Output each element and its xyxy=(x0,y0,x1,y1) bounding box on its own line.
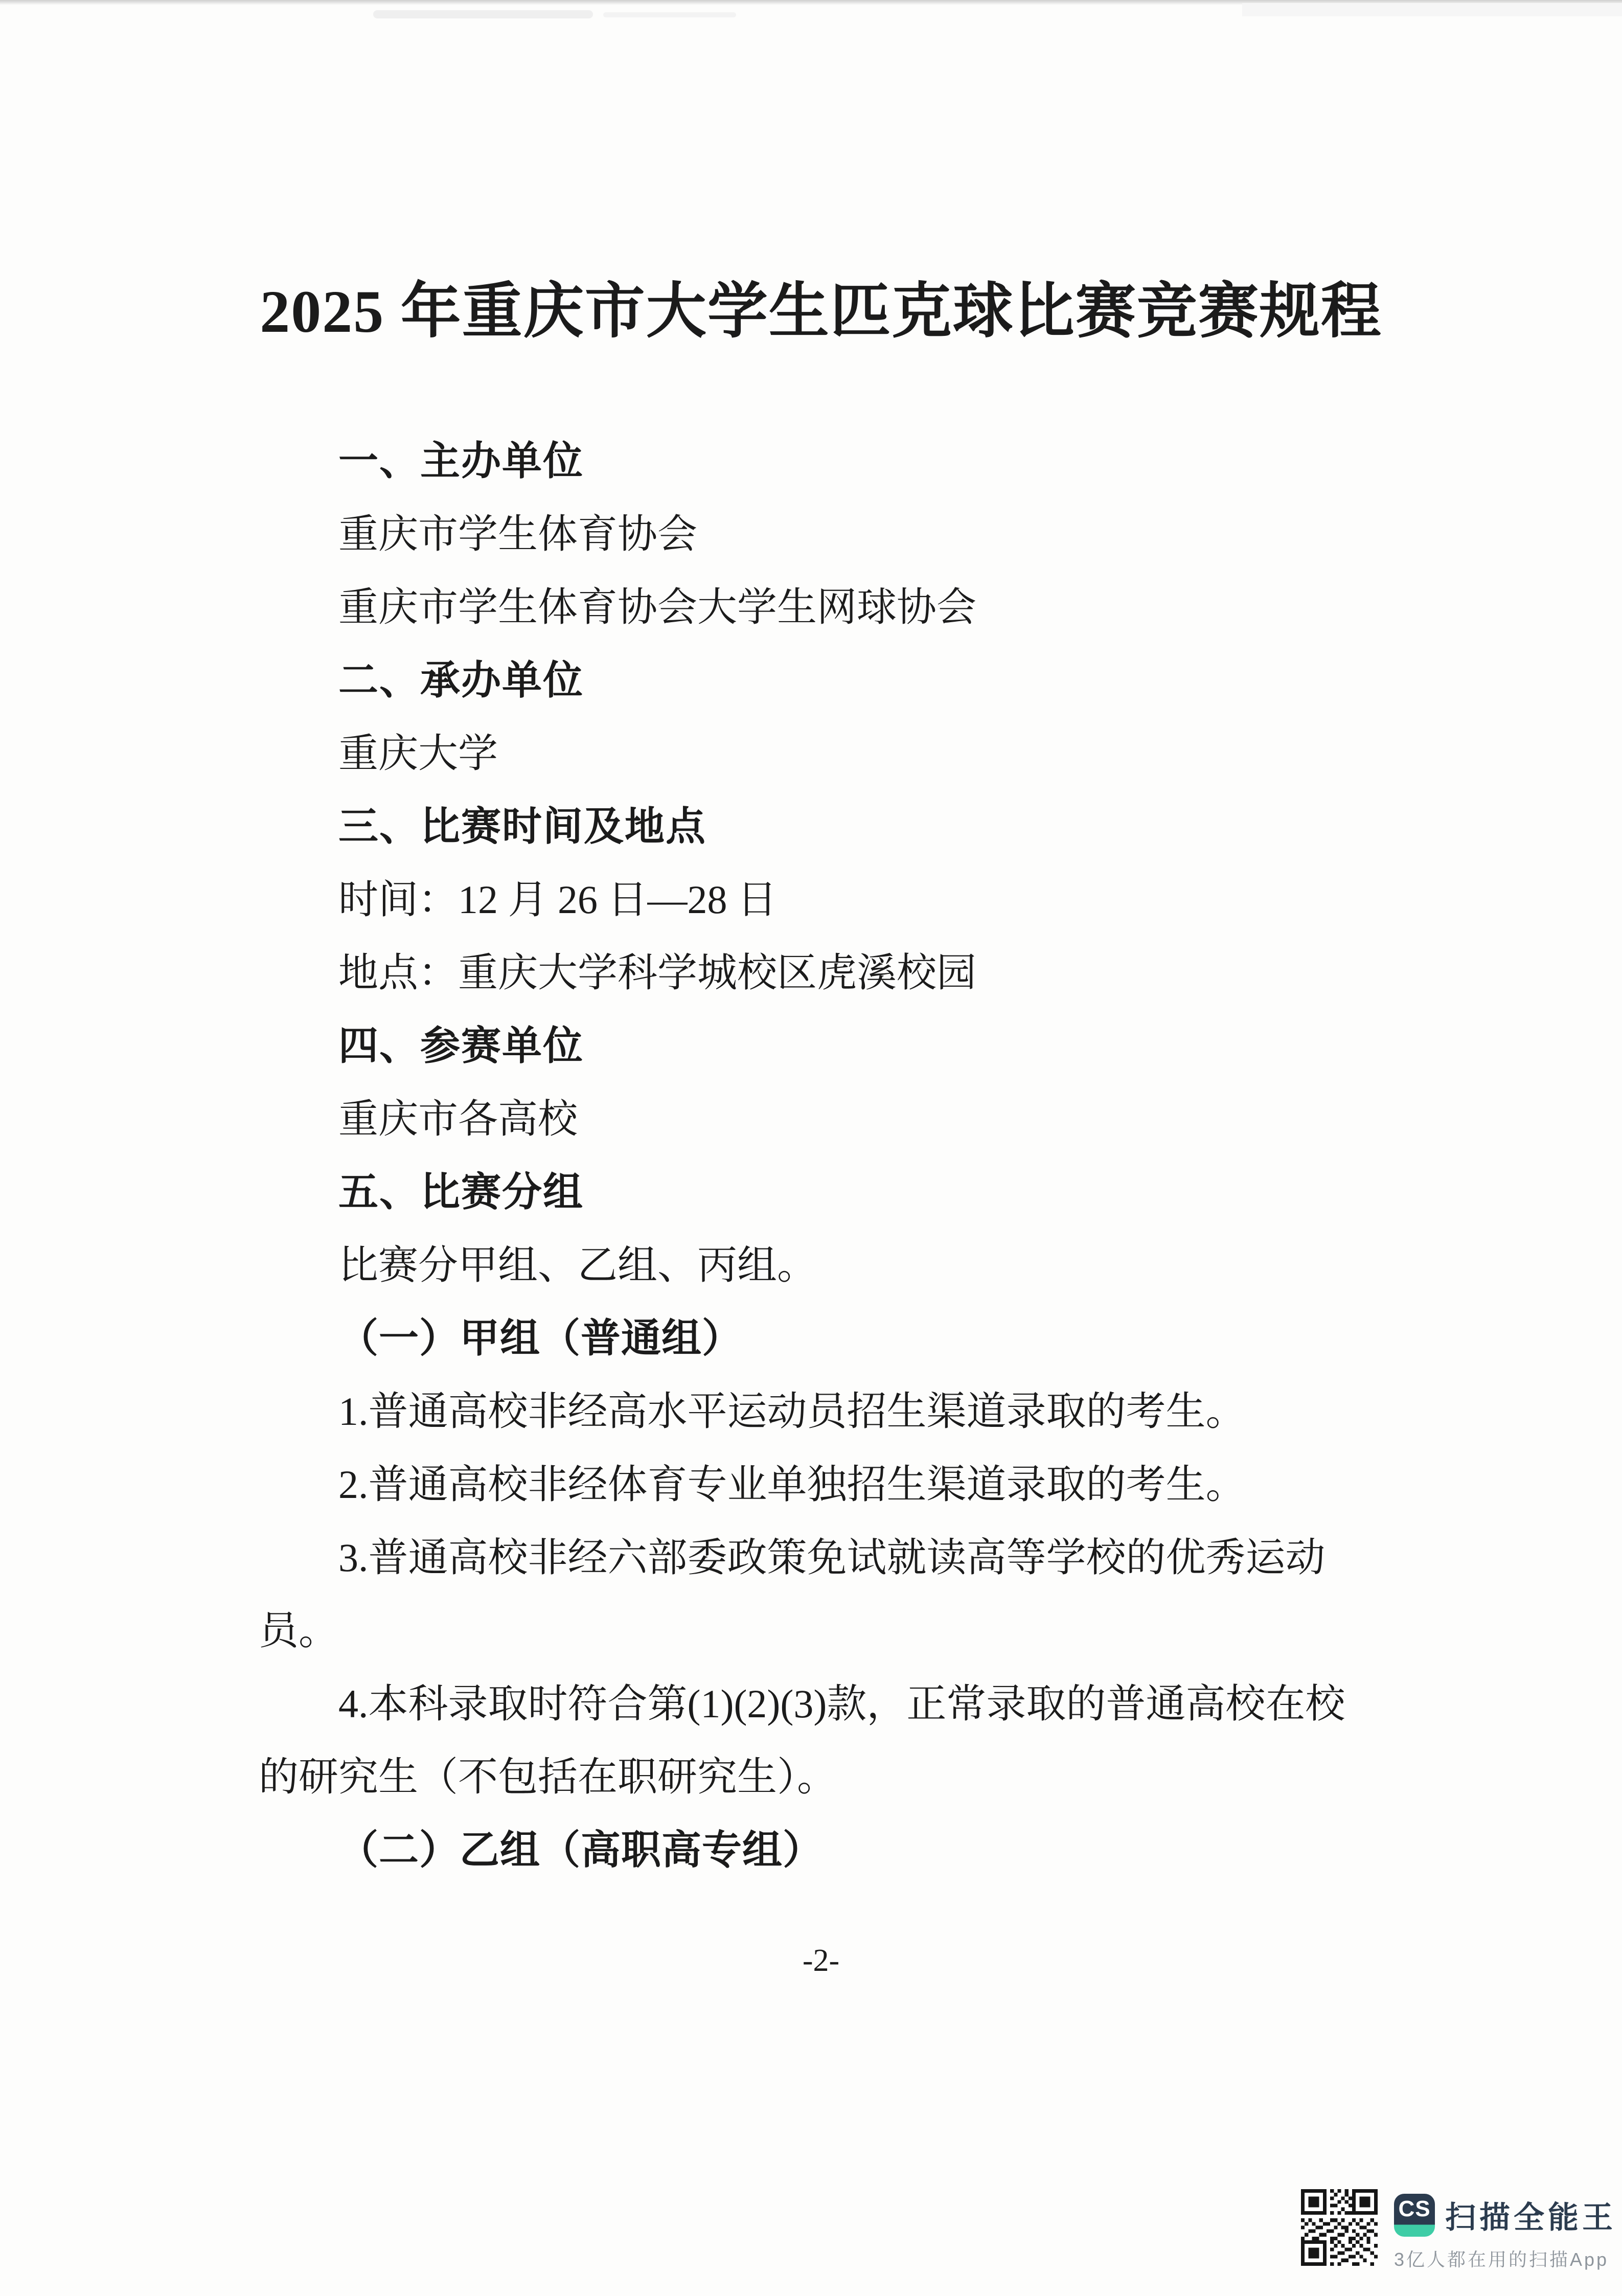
scanned-document-page xyxy=(259,0,1383,1986)
camscanner-watermark xyxy=(1301,2189,1616,2271)
document-line: 地点：重庆大学科学城校区虎溪校园 xyxy=(338,950,977,995)
document-line: 的研究生（不包括在职研究生）。 xyxy=(259,1755,837,1799)
document-line: 时间：12 月 26 日—28 日 xyxy=(338,877,778,922)
document-body xyxy=(259,424,1383,1886)
document-line: 重庆大学 xyxy=(338,731,498,776)
document-line: 三、比赛时间及地点 xyxy=(338,804,707,849)
document-line: （一）甲组（普通组） xyxy=(338,1316,743,1360)
document-line: 五、比赛分组 xyxy=(338,1169,584,1214)
document-line: 一、主办单位 xyxy=(338,438,584,483)
document-line: 二、承办单位 xyxy=(338,657,584,702)
camscanner-app-icon xyxy=(1394,2194,1435,2237)
qr-code-icon xyxy=(1301,2189,1378,2266)
document-line: 员。 xyxy=(259,1608,339,1653)
document-line: （二）乙组（高职高专组） xyxy=(338,1828,824,1872)
page-number: -2- xyxy=(802,1943,840,1978)
document-line: 1.普通高校非经高水平运动员招生渠道录取的考生。 xyxy=(338,1389,1246,1434)
cs-logo-text: CS xyxy=(1398,2196,1431,2221)
document-line: 四、参赛单位 xyxy=(338,1023,584,1068)
document-line: 重庆市学生体育协会 xyxy=(338,512,698,556)
document-line: 重庆市各高校 xyxy=(338,1097,578,1141)
document-line: 4.本科录取时符合第(1)(2)(3)款，正常录取的普通高校在校 xyxy=(338,1681,1345,1726)
page-title: 2025 年重庆市大学生匹克球比赛竞赛规程 xyxy=(260,278,1382,345)
document-line: 比赛分甲组、乙组、丙组。 xyxy=(338,1243,817,1287)
document-line: 3.普通高校非经六部委政策免试就读高等学校的优秀运动 xyxy=(338,1535,1326,1580)
document-line: 重庆市学生体育协会大学生网球协会 xyxy=(338,585,977,629)
camscanner-tagline: 3亿人都在用的扫描App xyxy=(1394,2249,1609,2270)
document-line: 2.普通高校非经体育专业单独招生渠道录取的考生。 xyxy=(338,1462,1246,1507)
camscanner-app-name: 扫描全能王 xyxy=(1445,2200,1616,2235)
